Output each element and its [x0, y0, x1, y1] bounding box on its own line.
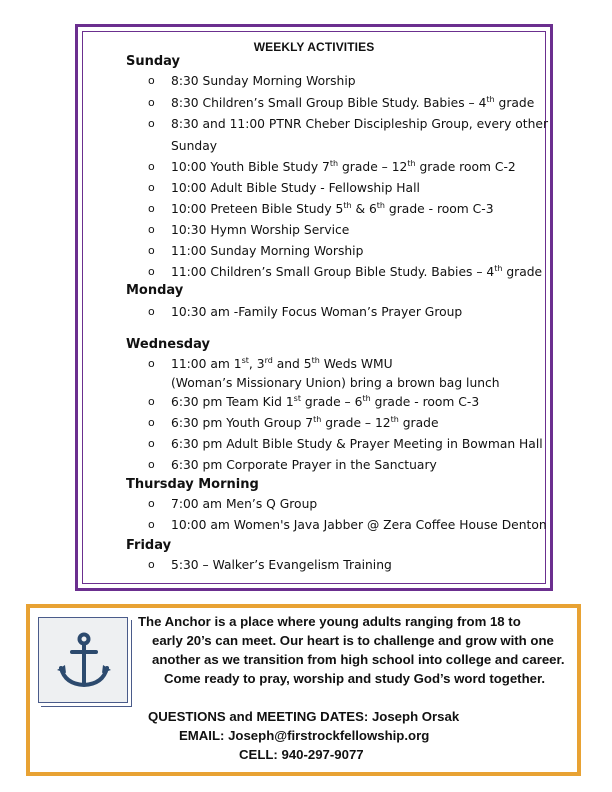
bullet: o: [148, 305, 155, 318]
activity-text: 10:00 am Women's Java Jabber @ Zera Coffee House Denton: [171, 518, 547, 532]
day-heading-wednesday: Wednesday: [126, 337, 210, 352]
bullet: o: [148, 518, 155, 531]
day-heading-monday: Monday: [126, 283, 184, 298]
activity-text: 6:30 pm Youth Group 7th grade – 12th grade: [171, 415, 439, 430]
activity-text-continued: (Woman’s Missionary Union) bring a brown bag lunch: [171, 376, 500, 390]
activity-text: 10:30 Hymn Worship Service: [171, 223, 350, 237]
anchor-icon: [55, 632, 113, 690]
activity-text: 10:00 Preteen Bible Study 5th & 6th grade - room C-3: [171, 201, 494, 216]
day-heading-friday: Friday: [126, 538, 172, 553]
activity-text: 11:00 am 1st, 3rd and 5th Weds WMU: [171, 356, 393, 371]
activity-text-continued: Sunday: [171, 139, 218, 153]
bullet: o: [148, 458, 155, 471]
bullet: o: [148, 160, 155, 173]
weekly-activities-title: WEEKLY ACTIVITIES: [253, 40, 375, 54]
day-heading-sunday: Sunday: [126, 54, 181, 69]
activity-text: 10:00 Youth Bible Study 7th grade – 12th grade room C-2: [171, 159, 516, 174]
contact-name-line: QUESTIONS and MEETING DATES: Joseph Orsak: [148, 709, 460, 724]
anchor-description-line: Come ready to pray, worship and study God’s word together.: [164, 671, 546, 686]
bullet: o: [148, 223, 155, 236]
activity-text: 11:00 Children’s Small Group Bible Study. Babies – 4th grade: [171, 264, 543, 279]
anchor-ministry-box: [26, 604, 581, 776]
activity-text: 8:30 Children’s Small Group Bible Study. Babies – 4th grade: [171, 95, 535, 110]
bullet: o: [148, 416, 155, 429]
bullet: o: [148, 558, 155, 571]
activity-text: 8:30 Sunday Morning Worship: [171, 74, 356, 88]
bullet: o: [148, 437, 155, 450]
bullet: o: [148, 357, 155, 370]
contact-cell-line: CELL: 940-297-9077: [239, 747, 364, 762]
activity-text: 7:00 am Men’s Q Group: [171, 497, 318, 511]
anchor-description-line: another as we transition from high school into college and career.: [152, 652, 565, 667]
activity-text: 10:30 am -Family Focus Woman’s Prayer Group: [171, 305, 463, 319]
bullet: o: [148, 96, 155, 109]
anchor-logo: [38, 617, 128, 703]
bullet: o: [148, 497, 155, 510]
activity-text: 8:30 and 11:00 PTNR Cheber Discipleship Group, every other: [171, 117, 549, 131]
weekly-activities-box: [75, 24, 553, 591]
anchor-description-line: The Anchor is a place where young adults ranging from 18 to: [138, 614, 521, 629]
bullet: o: [148, 265, 155, 278]
activity-text: 10:00 Adult Bible Study - Fellowship Hall: [171, 181, 420, 195]
day-heading-thursday: Thursday Morning: [126, 477, 259, 492]
bullet: o: [148, 244, 155, 257]
contact-email-line: EMAIL: Joseph@firstrockfellowship.org: [179, 728, 430, 743]
bullet: o: [148, 395, 155, 408]
activity-text: 6:30 pm Team Kid 1st grade – 6th grade - room C-3: [171, 394, 480, 409]
bullet: o: [148, 202, 155, 215]
activity-text: 5:30 – Walker’s Evangelism Training: [171, 558, 392, 572]
bullet: o: [148, 74, 155, 87]
bullet: o: [148, 117, 155, 130]
activity-text: 6:30 pm Corporate Prayer in the Sanctuary: [171, 458, 437, 472]
activity-text: 6:30 pm Adult Bible Study & Prayer Meeting in Bowman Hall: [171, 437, 543, 451]
bullet: o: [148, 181, 155, 194]
activity-text: 11:00 Sunday Morning Worship: [171, 244, 364, 258]
anchor-description-line: early 20’s can meet. Our heart is to challenge and grow with one: [152, 633, 554, 648]
